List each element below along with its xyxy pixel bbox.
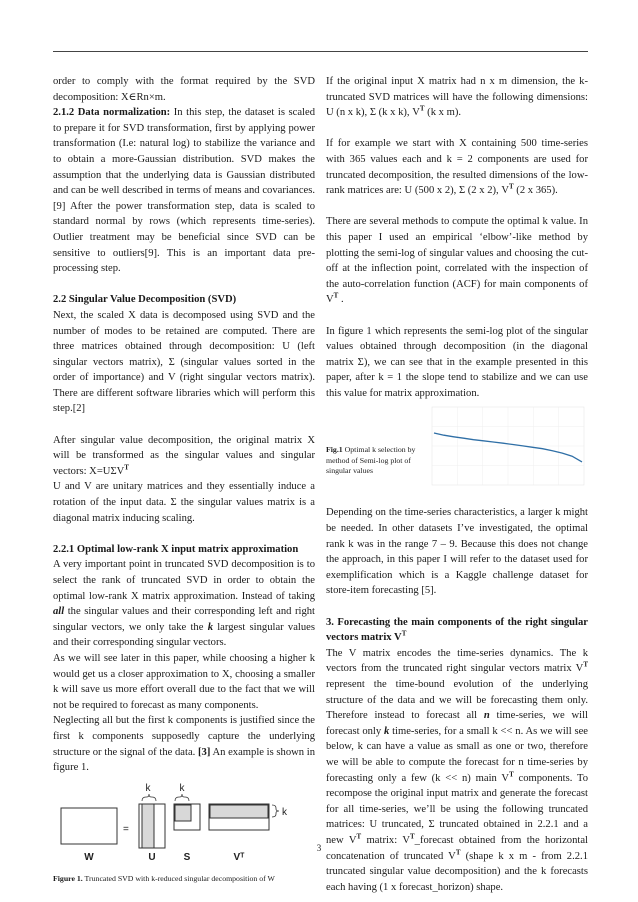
figure-1-caption bbox=[53, 874, 315, 884]
paragraph: Depending on the time-series characteristics, a larger k might be needed. In other datasets I’ve investigated, the optimal rank k was in the range 7 – 9. Because this does not change the approach, in this paper I will refer to the dataset used for exemplification which is a Kaggle challenge dataset for store-item forecasting [5]. bbox=[326, 507, 588, 597]
left-column bbox=[53, 74, 315, 884]
superscript: T bbox=[124, 463, 129, 472]
paragraph-text: time-series, we will forecast only bbox=[326, 710, 588, 737]
paragraph-text: If the original input X matrix had n x m dimension, the k-truncated SVD matrices will have the following dimensions: U (n x k), Σ (k x k), V bbox=[326, 76, 588, 119]
matrix-vt-label: Vᵀ bbox=[233, 851, 245, 863]
caption-label: Fig.1 bbox=[326, 445, 343, 455]
k-label-u: k bbox=[145, 782, 151, 794]
section-heading bbox=[326, 615, 588, 646]
superscript: T bbox=[356, 832, 362, 841]
paragraph-text: A very important point in truncated SVD decomposition is to select the rank of truncated SVD in order to obtain the optimal low-rank X matrix approximation. Instead of taking bbox=[53, 559, 315, 602]
paragraph-text: . bbox=[338, 294, 344, 306]
subsection-heading: 2.2.1 Optimal low-rank X input matrix approximation bbox=[53, 543, 299, 555]
paragraph-text: the singular values and their corresponding left and right singular vectors, we only take the bbox=[53, 606, 315, 633]
subsection-heading: 2.1.2 Data normalization: bbox=[53, 107, 171, 119]
paragraph bbox=[326, 646, 588, 896]
paragraph bbox=[326, 74, 588, 121]
emphasis: n bbox=[483, 710, 490, 722]
superscript: T bbox=[410, 832, 415, 841]
paragraph: As we will see later in this paper, while choosing a higher k would get us a closer approximation to X, choosing a smaller k will save us more effort overall due to the fact that we will not be required to forecast as many components. bbox=[53, 652, 315, 711]
semilog-caption bbox=[326, 445, 426, 477]
paragraph bbox=[326, 214, 588, 308]
superscript: T bbox=[419, 104, 425, 113]
superscript: T bbox=[508, 182, 514, 191]
brace-u bbox=[142, 794, 156, 801]
k-label-s: k bbox=[179, 782, 185, 794]
paragraph: U and V are unitary matrices and they essentially induce a rotation of the input data. Σ the singular values matrix is a diagonal matrix inducing scaling. bbox=[53, 481, 315, 524]
semilog-plot bbox=[428, 405, 588, 491]
paragraph-text: _forecast obtained from the horizontal concatenation of truncated V bbox=[326, 834, 588, 862]
matrix-u-truncated bbox=[142, 804, 154, 848]
matrix-s-truncated bbox=[175, 805, 191, 821]
svd-diagram bbox=[53, 782, 315, 874]
matrix-u-label: U bbox=[148, 851, 156, 863]
caption-text: Optimal k selection by method of Semi-log plot of singular values bbox=[326, 445, 416, 476]
emphasis: k bbox=[207, 621, 213, 633]
superscript: T bbox=[583, 660, 588, 669]
paragraph-text: An example is shown in figure 1. bbox=[53, 746, 315, 774]
paragraph-text: largest singular values and their corresponding singular vectors. bbox=[53, 621, 315, 649]
citation: [3] bbox=[198, 746, 211, 758]
superscript: T bbox=[401, 629, 407, 638]
superscript: T bbox=[455, 848, 461, 856]
paragraph-text: matrix: V bbox=[361, 834, 410, 846]
paragraph bbox=[53, 105, 315, 277]
equals-sign: = bbox=[123, 823, 129, 835]
paragraph-text: (k x m). bbox=[424, 107, 461, 119]
caption-text: Truncated SVD with k-reduced singular decomposition of W bbox=[82, 873, 275, 883]
paragraph: order to comply with the format required by the SVD decomposition: X∈Rn×m. bbox=[53, 76, 315, 103]
emphasis: all bbox=[53, 606, 65, 618]
matrix-w bbox=[61, 808, 117, 844]
k-label-vt: k bbox=[282, 806, 287, 818]
matrix-s-label: S bbox=[183, 851, 191, 863]
right-column bbox=[326, 74, 588, 895]
page-number: 3 bbox=[316, 843, 322, 853]
paragraph bbox=[53, 557, 315, 651]
figure-1-diagram bbox=[53, 782, 315, 874]
heading-text: 3. Forecasting the main components of the right singular vectors matrix V bbox=[326, 616, 588, 644]
paragraph-text: components. To recompose the original input matrix and generate the forecast for all time-series, we’ll be using the following truncated matrices: U truncated, Σ truncated obtained in 2.2.1 and a new V bbox=[326, 772, 588, 846]
paragraph: Next, the scaled X data is decomposed using SVD and the number of modes to be retained are computed. There are three matrices obtained through decomposition: U (left singular vectors matrix), Σ (singular values sorted in the order of importance) and V (right singular vectors matrix). There are different software libraries which will perform this step.[2] bbox=[53, 309, 315, 415]
paragraph: In figure 1 which represents the semi-log plot of the singular values obtained through decomposition (in the diagonal matrix Σ), we can see that in the example presented in this paper, after k = 1 the slope tend to stabilize and we can use this value for matrix approximation. bbox=[326, 325, 588, 399]
matrix-vt-truncated bbox=[210, 805, 268, 818]
paragraph-text: Neglecting all but the first k components is justified since the first k components supposedly capture the underlying structure or the signal of the data. bbox=[53, 715, 315, 758]
brace-s bbox=[175, 794, 189, 801]
brace-vt bbox=[272, 805, 279, 817]
paragraph-text: If for example we start with X containing 500 time-series with 365 values each and k = 2 components are used for truncated decomposition, the resulted dimensions of the low-rank matrices are: U (500 x 2), Σ (2 x 2), V bbox=[326, 138, 588, 197]
paragraph-text: (shape k x m - from 2.2.1 truncated singular value decomposition) and the k forecasts each having (1 x forecast_horizon) shape. bbox=[326, 850, 588, 893]
paragraph-text: In this step, the dataset is scaled to prepare it for SVD transformation, first by applying power transformation (I.e: natural log) to stabilize the variance and to obtain a more-Gaussian distribution. SVD makes the assumption that the underlying data is Gaussian distributed and can be well described in terms of means and covariances. [9] After the power transformation step, data is scaled to standard normal by rows (which represents time-series). Outlier treatment may be beneficial since SVD can be sensitive to outliers[9]. This is an important data pre-processing step. bbox=[53, 107, 315, 275]
paragraph bbox=[326, 136, 588, 198]
paragraph-text: There are several methods to compute the optimal k value. In this paper I used an empirical ‘elbow’-like method by plotting the semi-log of singular values and choosing the cut-off at the inflection point, correlated with the inspection of the auto-correlation function (ACF) for main components of V bbox=[326, 216, 588, 306]
matrix-w-label: W bbox=[84, 851, 94, 863]
figure-semilog bbox=[326, 405, 588, 497]
caption-label: Figure 1. bbox=[53, 873, 83, 883]
paragraph-text: After singular value decomposition, the original matrix X will be transformed as the singular values and singular vectors: X=UΣV bbox=[53, 434, 315, 477]
superscript: T bbox=[333, 291, 339, 300]
section-heading: 2.2 Singular Value Decomposition (SVD) bbox=[53, 294, 237, 306]
paragraph bbox=[53, 713, 315, 775]
paragraph bbox=[53, 433, 315, 480]
paragraph-text: represent the time-bound evolution of the underlying structure of the data and we will be forecasting them only. Therefore instead to forecast all bbox=[326, 679, 588, 722]
paragraph-text: The V matrix encodes the time-series dynamics. The k vectors from the truncated right singular vectors matrix V bbox=[326, 647, 588, 675]
emphasis: k bbox=[383, 725, 390, 737]
header-rule bbox=[53, 51, 588, 52]
superscript: T bbox=[509, 770, 514, 779]
paragraph-text: (2 x 365). bbox=[513, 185, 558, 197]
paragraph-text: time-series, for a small k << n. As we will see below, k can have a value as small as one or two, therefore we will be able to compute the forecast for n time-series by forecasting only a few (k << n) main V bbox=[326, 725, 588, 784]
